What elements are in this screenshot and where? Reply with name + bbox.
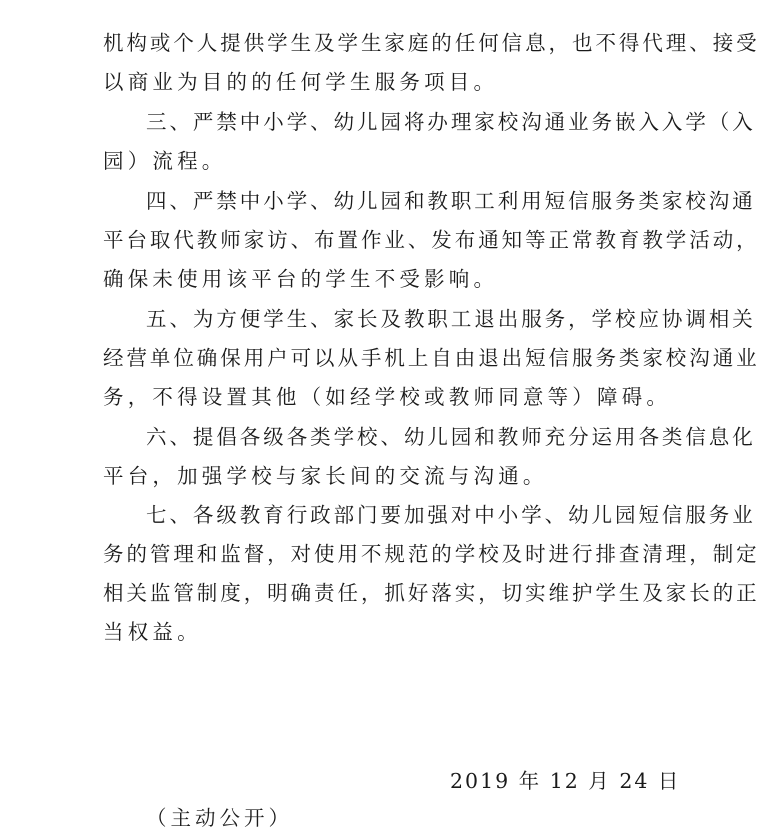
paragraph-line: 经营单位确保用户可以从手机上自由退出短信服务类家校沟通业 <box>103 346 760 370</box>
paragraph-line: 相关监管制度，明确责任，抓好落实，切实维护学生及家长的正 <box>103 581 760 605</box>
disclosure-note: （主动公开） <box>146 806 293 830</box>
paragraph-line: 六、提倡各级各类学校、幼儿园和教师充分运用各类信息化 <box>146 425 756 449</box>
paragraph-line: 务的管理和监督，对使用不规范的学校及时进行排查清理，制定 <box>103 542 760 566</box>
paragraph-line: 机构或个人提供学生及学生家庭的任何信息，也不得代理、接受 <box>103 31 760 55</box>
paragraph-line: 三、严禁中小学、幼儿园将办理家校沟通业务嵌入入学（入 <box>146 110 756 134</box>
paragraph-line: 园）流程。 <box>103 149 227 173</box>
document-date: 2019 年 12 月 24 日 <box>450 769 681 793</box>
paragraph-line: 七、各级教育行政部门要加强对中小学、幼儿园短信服务业 <box>146 503 756 527</box>
paragraph-line: 五、为方便学生、家长及教职工退出服务，学校应协调相关 <box>146 307 756 331</box>
paragraph-line: 当权益。 <box>103 620 202 644</box>
paragraph-line: 务，不得设置其他（如经学校或教师同意等）障碍。 <box>103 385 672 409</box>
paragraph-line: 以商业为目的的任何学生服务项目。 <box>103 70 499 94</box>
paragraph-line: 平台，加强学校与家长间的交流与沟通。 <box>103 464 548 488</box>
paragraph-line: 平台取代教师家访、布置作业、发布通知等正常教育教学活动， <box>103 228 760 252</box>
paragraph-line: 确保未使用该平台的学生不受影响。 <box>103 267 499 291</box>
paragraph-line: 四、严禁中小学、幼儿园和教职工利用短信服务类家校沟通 <box>146 189 756 213</box>
